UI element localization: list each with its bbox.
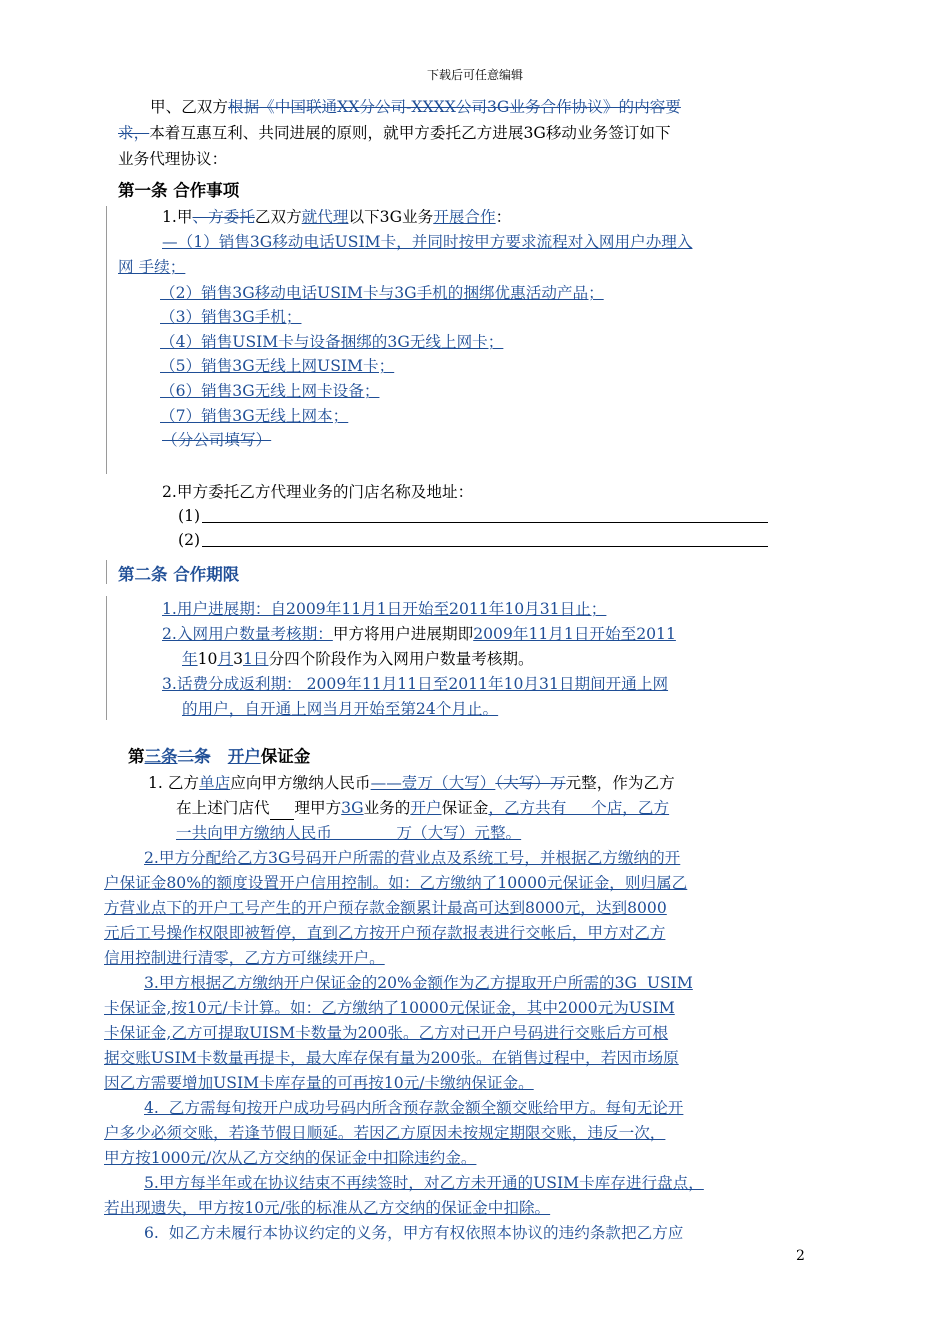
address-2-label: (2) (178, 531, 201, 549)
list-item: 网 手续； (118, 258, 186, 276)
page-header: 下载后可任意编辑 (426, 68, 523, 82)
deleted-text: （分公司填写） (162, 431, 272, 449)
article-3-p5-l1: 5.甲方每半年或在协议结束不再续签时，对乙方未开通的USIM卡库存进行盘点， (144, 1174, 704, 1192)
article-3-p3-l1: 3.甲方根据乙方缴纳开户保证金的20%金额作为乙方提取开户所需的3G USIM (144, 974, 693, 992)
intro-line-3: 业务代理协议： (118, 150, 228, 168)
article-2-item-2 (162, 623, 676, 645)
list-item: （5）销售3G无线上网USIM卡； (160, 357, 395, 375)
article-3-p1-l2 (176, 797, 669, 820)
article-3-p3-l4: 据交账USIM卡数量再提卡，最大库存保有量为200张。在销售过程中，若因市场原 (104, 1049, 679, 1067)
inserted-text: 就代理 (301, 208, 349, 226)
article-3-p1-l3: 一共向甲方缴纳人民币 万（大写）元整。 (176, 824, 522, 842)
revision-bar (106, 560, 107, 584)
article-3-p3-l2: 卡保证金,按10元/卡计算。如：乙方缴纳了10000元保证金，其中2000元为USIM (104, 999, 675, 1017)
article-3-p2-l4: 元后工号操作权限即被暂停，直到乙方按开户预存款报表进行交帐后，甲方对乙方 (104, 924, 666, 942)
text: 1. 乙方 (148, 774, 200, 792)
article-1-title: 第一条 合作事项 (118, 181, 240, 200)
text: 以下3G业务 (348, 208, 434, 226)
article-3-p6-l1: 6. 如乙方未履行本协议约定的义务，甲方有权依照本协议的违约条款把乙方应 (144, 1224, 684, 1242)
text: 乙双方 (254, 208, 302, 226)
inserted-text: 2.入网用户数量考核期： (162, 625, 333, 643)
article-3-p2-l1: 2.甲方分配给乙方3G号码开户所需的营业点及系统工号，并根据乙方缴纳的开 (144, 849, 681, 867)
list-item: （6）销售3G无线上网卡设备； (160, 382, 380, 400)
list-item: —（1）销售3G移动电话USIM卡，并同时按甲方要求流程对入网用户办理入 (162, 233, 693, 251)
deleted-text: 、方委托 (192, 208, 255, 226)
text: 10 (197, 650, 218, 668)
inserted-text: 三条 (144, 747, 178, 766)
article-3-p4-l3: 甲方按1000元/次从乙方交纳的保证金中扣除违约金。 (104, 1149, 477, 1167)
article-1-p2: 2.甲方委托乙方代理业务的门店名称及地址： (162, 483, 474, 501)
inserted-text: 2009年11月1日开始至2011 (473, 625, 676, 643)
inserted-text: 开展合作 (433, 208, 496, 226)
inserted-text: 3G (341, 799, 364, 817)
text: 在上述门店代 (176, 799, 270, 817)
article-2-title: 第二条 合作期限 (118, 565, 240, 584)
inserted-text: 月 (217, 650, 234, 668)
address-1-label: (1) (178, 507, 201, 525)
article-3-p2-l3: 方营业点下的开户工号产生的开户预存款金额累计最高可达到8000元，达到8000 (104, 899, 667, 917)
page-number: 2 (796, 1248, 805, 1264)
article-2-item-2-cont (182, 648, 534, 670)
text: 业务的 (363, 799, 411, 817)
inserted-text: ，乙方共有 个店，乙方 (488, 799, 670, 817)
article-3-p3-l3: 卡保证金,乙方可提取UISM卡数量为200张。乙方对已开户号码进行交账后方可根 (104, 1024, 669, 1042)
address-2-blank[interactable] (202, 546, 768, 547)
article-3-p4-l2: 户多少必须交账，若逢节假日顺延。若因乙方原因未按规定期限交账，违反一次， (104, 1124, 666, 1142)
deleted-text: （大写）万 (495, 774, 566, 792)
text: 甲方将用户进展期即 (332, 625, 474, 643)
inserted-text: 开户 (227, 747, 261, 766)
intro-line-1 (150, 96, 681, 118)
article-3-p1-l1 (148, 772, 675, 794)
article-3-p2-l2: 户保证金80%的额度设置开户信用控制。如：乙方缴纳了10000元保证金，则归属乙 (104, 874, 688, 892)
article-2-item-3-cont: 的用户，自开通上网当月开始至第24个月止。 (182, 700, 499, 718)
text: 保证金 (441, 799, 489, 817)
article-3-p4-l1: 4. 乙方需每旬按开户成功号码内所含预存款金额全额交账给甲方。每旬无论开 (144, 1099, 684, 1117)
list-item: （2）销售3G移动电话USIM卡与3G手机的捆绑优惠活动产品； (160, 284, 604, 302)
text: 应向甲方缴纳人民币 (230, 774, 371, 792)
article-2-item-1: 1.用户进展期：自2009年11月1日开始至2011年10月31日止； (162, 600, 607, 618)
deleted-text: 求， (118, 124, 150, 142)
revision-bar (106, 206, 107, 474)
text: 保证金 (260, 747, 311, 766)
text: 分四个阶段作为入网用户数量考核期。 (268, 650, 534, 668)
article-3-p5-l2: 若出现遗失，甲方按10元/张的标准从乙方交纳的保证金中扣除。 (104, 1199, 551, 1217)
text: ： (495, 208, 512, 226)
inserted-text: 开户 (410, 799, 442, 817)
text: 本着互惠互利、共同进展的原则，就甲方委托乙方进展3G移动业务签订如下 (149, 124, 671, 142)
text: 甲、乙双方 (150, 98, 228, 116)
article-1-p1 (162, 206, 511, 228)
inserted-text: 1日 (242, 650, 269, 668)
list-item: （4）销售USIM卡与设备捆绑的3G无线上网卡； (160, 333, 504, 351)
article-3-p2-l5: 信用控制进行清零，乙方方可继续开户。 (104, 949, 385, 967)
deleted-text: 二条 (177, 747, 211, 766)
list-item: （3）销售3G手机； (160, 308, 302, 326)
list-item: （7）销售3G无线上网本； (160, 407, 349, 425)
text: 第 (128, 747, 145, 766)
deleted-text: 根据《中国联通XX分公司-XXXX公司3G业务合作协议》的内容要 (227, 98, 681, 116)
article-2-item-3: 3.话费分成返利期： 2009年11月11日至2011年10月31日期间开通上网 (162, 675, 669, 693)
inserted-text: 年 (182, 650, 198, 668)
intro-line-2 (118, 122, 671, 144)
address-1-blank[interactable] (202, 522, 768, 523)
text: 3 (233, 650, 243, 668)
text: 元整，作为乙方 (565, 774, 675, 792)
inserted-text: 单店 (199, 774, 231, 792)
revision-bar (106, 596, 107, 720)
article-3-p3-l5: 因乙方需要增加USIM卡库存量的可再按10元/卡缴纳保证金。 (104, 1074, 534, 1092)
text: 1.甲 (162, 208, 193, 226)
blank (270, 797, 295, 820)
text: 理甲方 (294, 799, 342, 817)
inserted-text: ——壹万（大写） (370, 774, 496, 792)
article-3-title (128, 746, 310, 768)
